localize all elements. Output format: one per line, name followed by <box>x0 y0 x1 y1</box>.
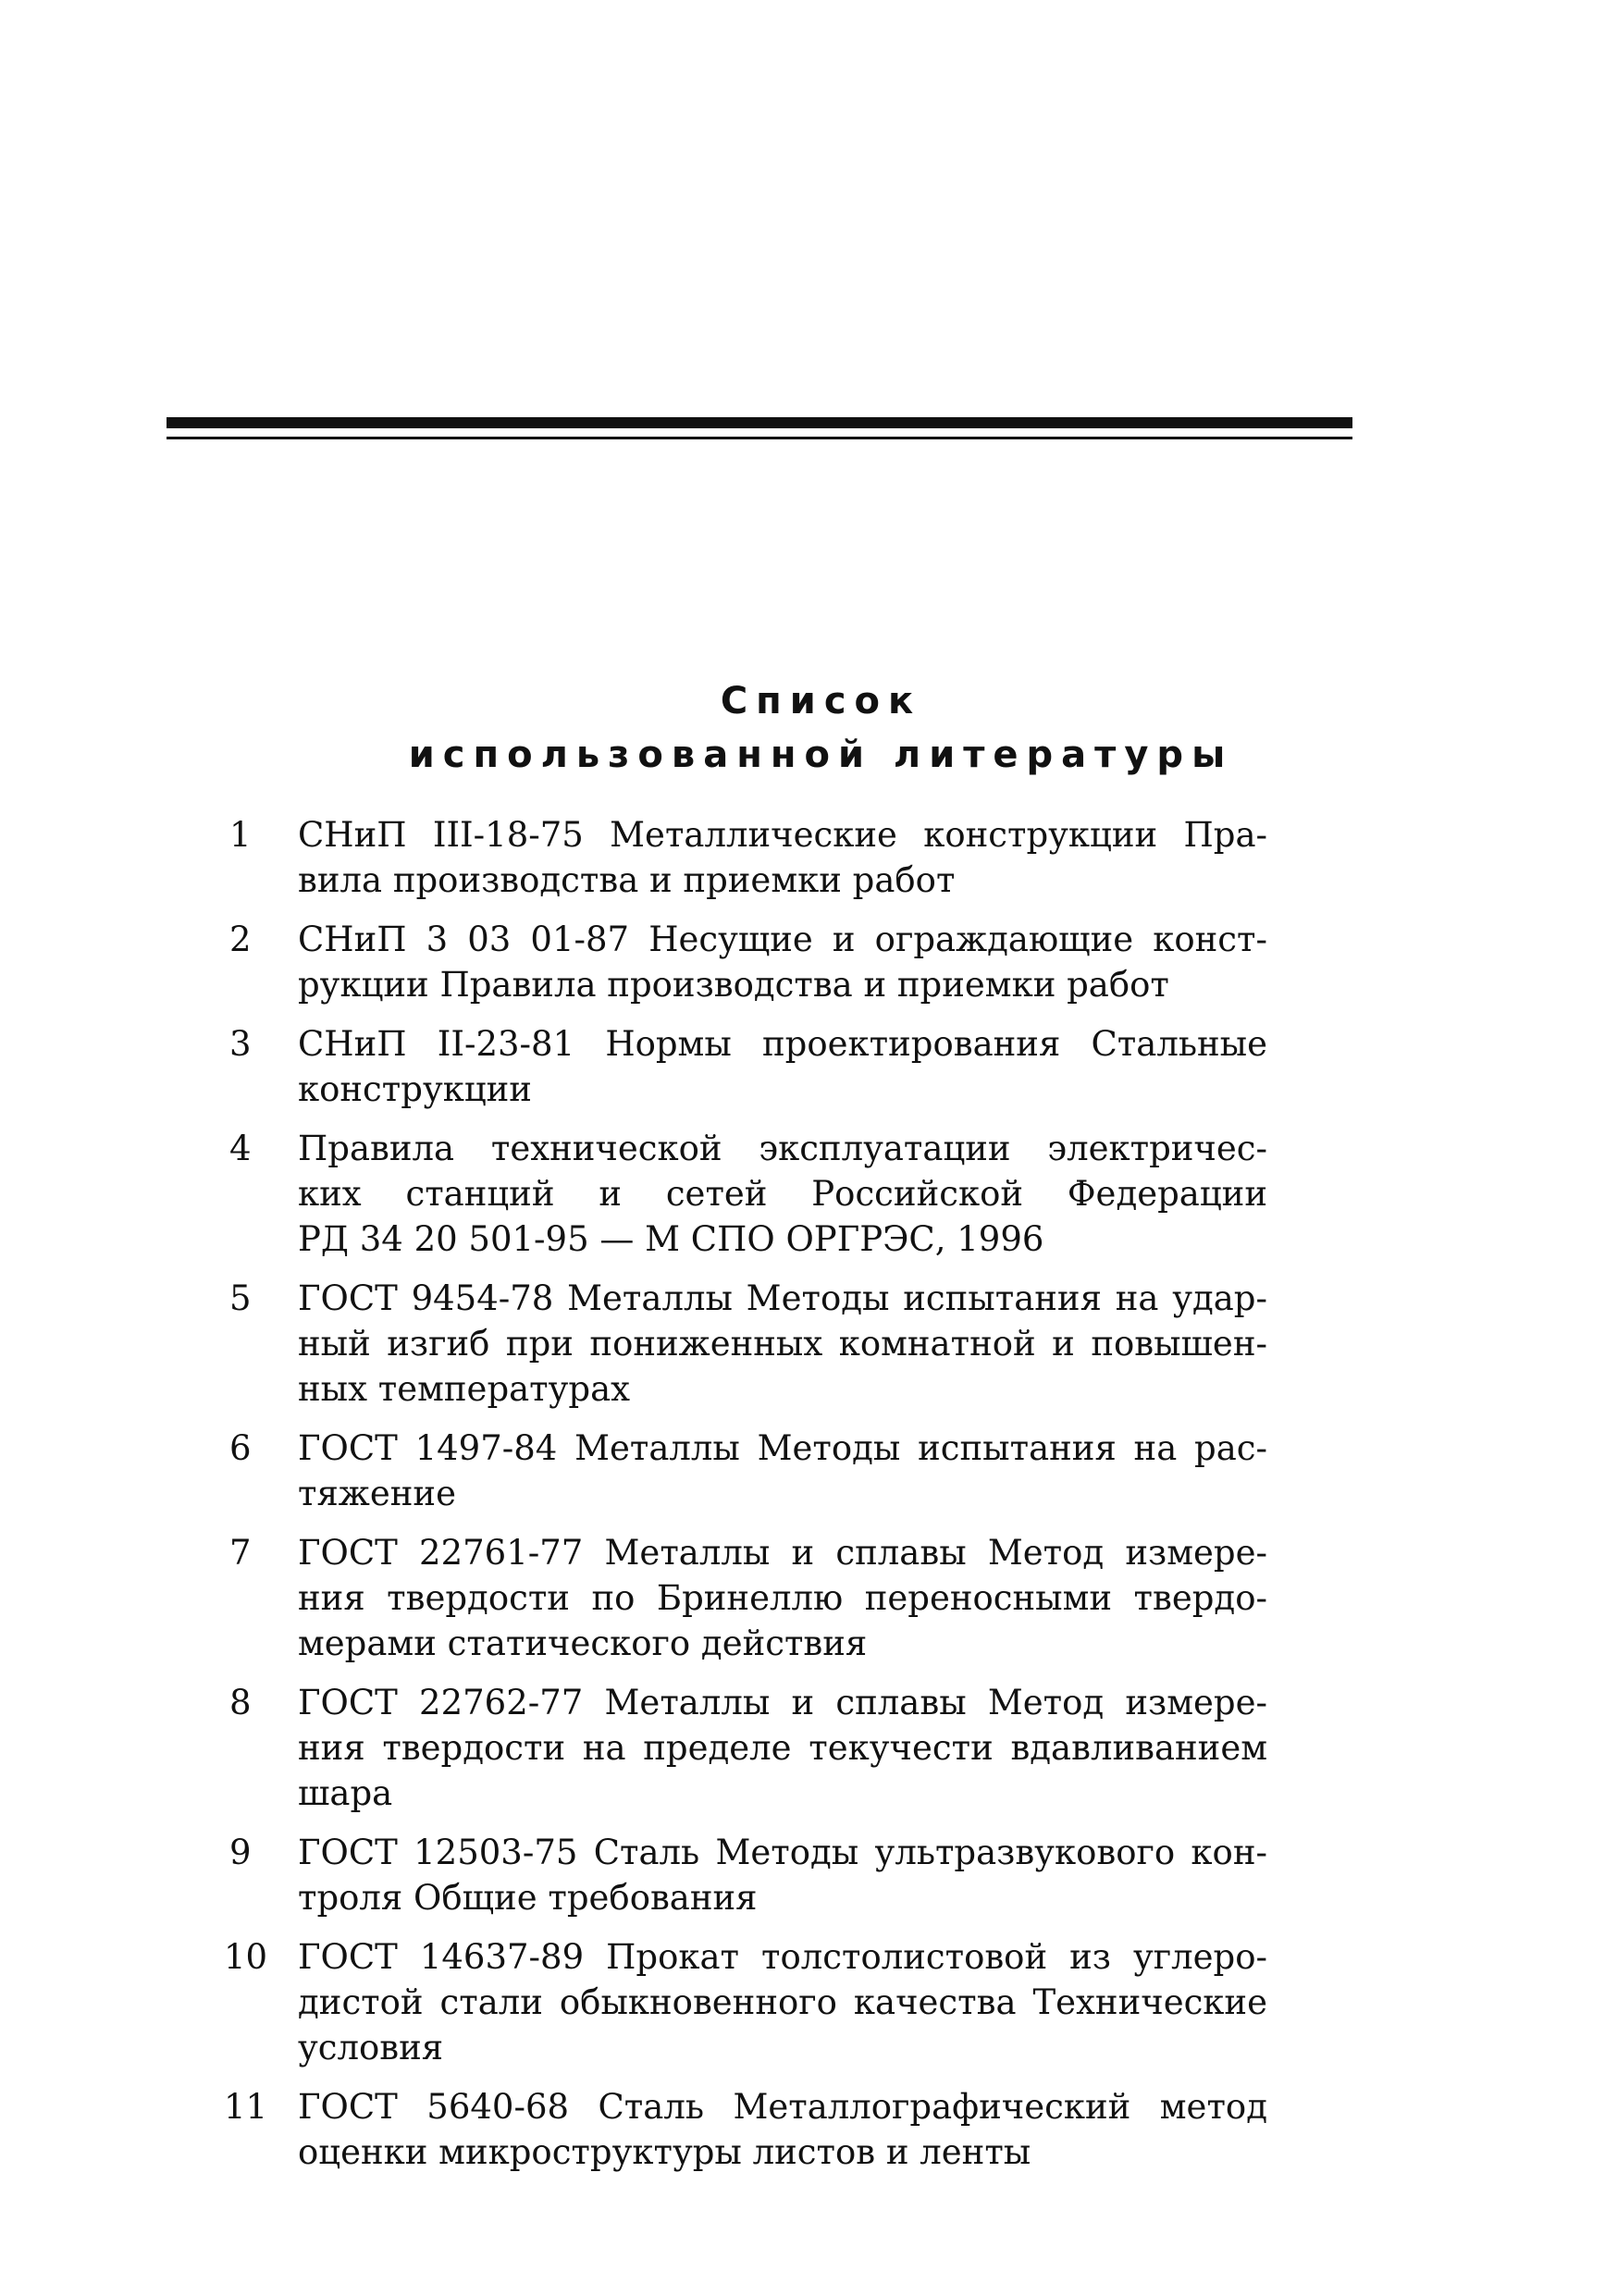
reference-number: 10 <box>224 1937 268 1977</box>
reference-number: 5 <box>229 1278 252 1318</box>
reference-line: ный изгиб при пониженных комнатной и повышен- <box>298 1324 1267 1364</box>
header-rule-thin <box>167 437 1352 439</box>
reference-number: 6 <box>229 1428 252 1468</box>
section-subtitle: использованной литературы <box>408 734 1234 776</box>
reference-line: шара <box>298 1773 393 1813</box>
reference-item <box>213 1680 1267 1816</box>
reference-number: 9 <box>229 1833 252 1872</box>
reference-number: 1 <box>229 815 252 855</box>
reference-line: ных температурах <box>298 1369 631 1409</box>
reference-item <box>213 2084 1267 2175</box>
reference-line: ния твердости на пределе текучести вдавливанием <box>298 1728 1267 1768</box>
reference-text <box>298 812 1267 903</box>
reference-number: 7 <box>229 1533 252 1573</box>
reference-line: дистой стали обыкновенного качества Технические <box>298 1982 1267 2022</box>
reference-line: оценки микроструктуры листов и ленты <box>298 2132 1031 2172</box>
reference-line: троля Общие требования <box>298 1878 758 1918</box>
reference-text <box>298 2084 1267 2175</box>
reference-list <box>213 812 1267 2189</box>
reference-text <box>298 1680 1267 1816</box>
reference-line: условия <box>298 2028 444 2068</box>
reference-line: СНиП 3 03 01-87 Несущие и ограждающие конст- <box>298 920 1267 959</box>
reference-line: вила производства и приемки работ <box>298 860 956 900</box>
reference-line: ГОСТ 1497-84 Металлы Методы испытания на рас- <box>298 1428 1267 1468</box>
reference-text <box>298 1934 1267 2070</box>
reference-text <box>298 1426 1267 1516</box>
header-rule-thick <box>167 417 1352 428</box>
reference-number: 8 <box>229 1683 252 1722</box>
reference-line: тяжение <box>298 1474 456 1513</box>
reference-item <box>213 812 1267 903</box>
reference-item <box>213 1830 1267 1920</box>
reference-text <box>298 917 1267 1007</box>
reference-line: ГОСТ 22761-77 Металлы и сплавы Метод измере- <box>298 1533 1267 1573</box>
reference-item <box>213 1530 1267 1666</box>
reference-line: СНиП II-23-81 Нормы проектирования Стальные <box>298 1024 1267 1064</box>
reference-line: рукции Правила производства и приемки работ <box>298 965 1169 1005</box>
reference-line: РД 34 20 501-95 — М СПО ОРГРЭС, 1996 <box>298 1219 1044 1259</box>
reference-line: ГОСТ 22762-77 Металлы и сплавы Метод измере- <box>298 1683 1267 1722</box>
reference-line: ГОСТ 12503-75 Сталь Методы ультразвукового кон- <box>298 1833 1267 1872</box>
reference-number: 2 <box>229 920 252 959</box>
reference-line: конструкции <box>298 1069 532 1109</box>
reference-number: 3 <box>229 1024 252 1064</box>
reference-text <box>298 1276 1267 1412</box>
reference-number: 4 <box>229 1129 252 1168</box>
reference-line: СНиП III-18-75 Металлические конструкции Пра- <box>298 815 1267 855</box>
reference-line: ГОСТ 14637-89 Прокат толстолистовой из углеро- <box>298 1937 1267 1977</box>
section-title: Список <box>720 680 922 722</box>
reference-line: ких станций и сетей Российской Федерации <box>298 1174 1267 1214</box>
reference-line: ГОСТ 9454-78 Металлы Методы испытания на удар- <box>298 1278 1267 1318</box>
reference-line: ГОСТ 5640-68 Сталь Металлографический метод <box>298 2087 1267 2127</box>
reference-text <box>298 1530 1267 1666</box>
reference-number: 11 <box>224 2087 268 2127</box>
reference-text <box>298 1126 1267 1262</box>
reference-line: ния твердости по Бринеллю переносными твердо- <box>298 1578 1267 1618</box>
reference-item <box>213 1021 1267 1112</box>
reference-item <box>213 1276 1267 1412</box>
reference-item <box>213 1426 1267 1516</box>
reference-text <box>298 1021 1267 1112</box>
reference-text <box>298 1830 1267 1920</box>
reference-item <box>213 1126 1267 1262</box>
reference-item <box>213 917 1267 1007</box>
reference-line: Правила технической эксплуатации электричес- <box>298 1129 1267 1168</box>
reference-line: мерами статического действия <box>298 1623 868 1663</box>
reference-item <box>213 1934 1267 2070</box>
